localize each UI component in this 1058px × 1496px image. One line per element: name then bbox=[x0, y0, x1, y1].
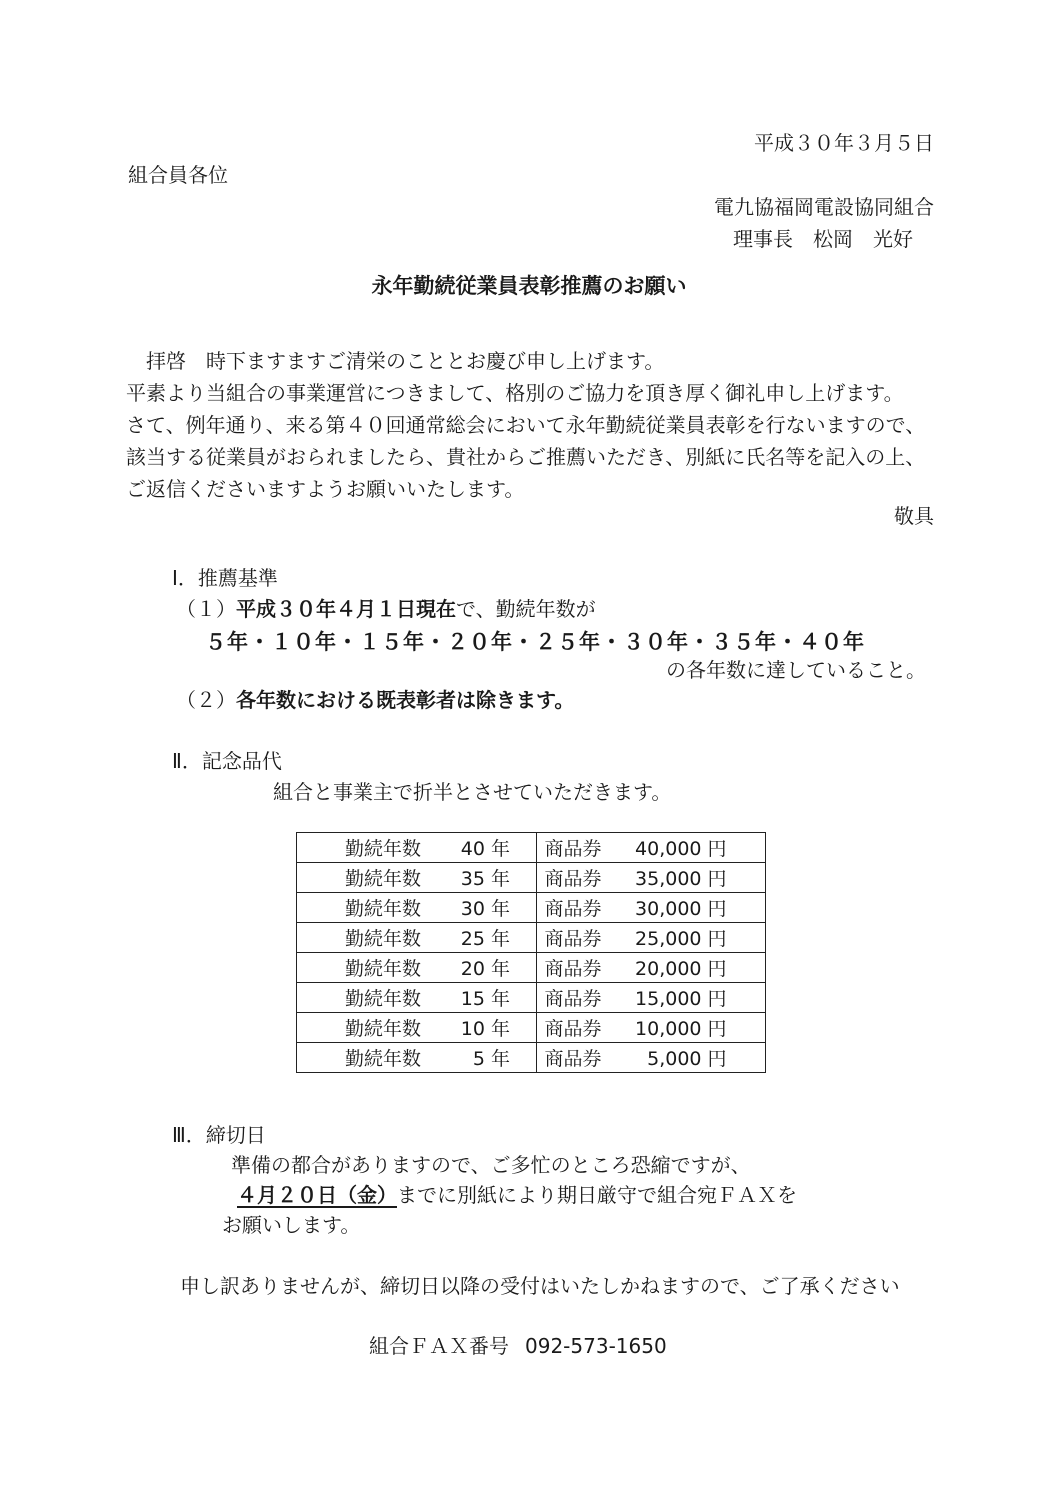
prize-table bbox=[296, 832, 766, 1073]
prize-amount: 40,000 円 bbox=[635, 838, 727, 860]
prize-cell bbox=[536, 833, 765, 863]
years-label: 勤続年数 bbox=[345, 1048, 422, 1070]
prize-label: 商品券 bbox=[544, 838, 602, 860]
prize-amount: 5,000 円 bbox=[647, 1048, 727, 1070]
eligible-years-suffix: の各年数に達していること。 bbox=[666, 658, 926, 682]
prize-cell bbox=[536, 953, 765, 983]
criterion-1-prefix: （１） bbox=[176, 597, 236, 621]
years-label: 勤続年数 bbox=[345, 988, 422, 1010]
years-value: 10 年 bbox=[460, 1018, 510, 1040]
sender-organization: 電九協福岡電設協同組合 bbox=[714, 195, 934, 219]
years-cell bbox=[297, 923, 537, 953]
deadline-line-1: 準備の都合がありますので、ご多忙のところ恐縮ですが、 bbox=[231, 1153, 751, 1177]
years-cell bbox=[297, 893, 537, 923]
body-text bbox=[126, 345, 925, 505]
prize-amount: 10,000 円 bbox=[635, 1018, 727, 1040]
document-date: 平成３０年３月５日 bbox=[754, 131, 934, 155]
prize-label: 商品券 bbox=[544, 1018, 602, 1040]
prize-cell bbox=[536, 1013, 765, 1043]
years-value: 20 年 bbox=[460, 958, 510, 980]
deadline-line-3: お願いします。 bbox=[222, 1213, 361, 1237]
years-value: 25 年 bbox=[460, 928, 510, 950]
section1-heading: Ⅰ．推薦基準 bbox=[172, 566, 278, 590]
table-row bbox=[297, 923, 766, 953]
eligible-years: ５年・１０年・１５年・２０年・２５年・３０年・３５年・４０年 bbox=[205, 630, 865, 654]
table-row bbox=[297, 953, 766, 983]
years-cell bbox=[297, 1013, 537, 1043]
criterion-1-date: 平成３０年４月１日現在 bbox=[236, 597, 456, 621]
fax-number: 092-573-1650 bbox=[525, 1334, 667, 1358]
section2-heading: Ⅱ．記念品代 bbox=[172, 749, 282, 773]
prize-label: 商品券 bbox=[544, 868, 602, 890]
fax-label: 組合ＦＡＸ番号 bbox=[369, 1334, 509, 1358]
document-title: 永年勤続従業員表彰推薦のお願い bbox=[371, 274, 687, 298]
criterion-2-text: 各年数における既表彰者は除きます。 bbox=[236, 688, 575, 712]
table-row bbox=[297, 863, 766, 893]
deadline-instruction: までに別紙により期日厳守で組合宛ＦＡＸを bbox=[397, 1183, 797, 1207]
prize-amount: 30,000 円 bbox=[635, 898, 727, 920]
prize-amount: 25,000 円 bbox=[635, 928, 727, 950]
body-line: 拝啓 時下ますますご清栄のこととお慶び申し上げます。 bbox=[126, 349, 665, 373]
criterion-2-prefix: （２） bbox=[176, 688, 236, 712]
years-cell bbox=[297, 983, 537, 1013]
years-label: 勤続年数 bbox=[345, 1018, 422, 1040]
years-cell bbox=[297, 833, 537, 863]
prize-label: 商品券 bbox=[544, 958, 602, 980]
years-cell bbox=[297, 1043, 537, 1073]
table-row bbox=[297, 1043, 766, 1073]
years-label: 勤続年数 bbox=[345, 868, 422, 890]
body-line: さて、例年通り、来る第４０回通常総会において永年勤続従業員表彰を行ないますので、 bbox=[126, 413, 926, 437]
prize-amount: 15,000 円 bbox=[635, 988, 727, 1010]
deadline-line-2 bbox=[231, 1182, 797, 1208]
table-row bbox=[297, 1013, 766, 1043]
years-label: 勤続年数 bbox=[345, 958, 422, 980]
years-label: 勤続年数 bbox=[345, 928, 422, 950]
fax-info bbox=[369, 1333, 667, 1359]
years-value: 15 年 bbox=[460, 988, 510, 1010]
late-notice: 申し訳ありませんが、締切日以降の受付はいたしかねますので、ご了承ください bbox=[180, 1274, 900, 1298]
body-line: ご返信くださいますようお願いいたします。 bbox=[126, 477, 525, 501]
closing-salutation: 敬具 bbox=[894, 504, 934, 528]
years-cell bbox=[297, 863, 537, 893]
prize-cell bbox=[536, 893, 765, 923]
criterion-1 bbox=[176, 596, 596, 622]
body-line: 平素より当組合の事業運営につきまして、格別のご協力を頂き厚く御礼申し上げます。 bbox=[126, 381, 904, 405]
deadline-date: ４月２０日（金） bbox=[237, 1183, 397, 1207]
years-value: 35 年 bbox=[460, 868, 510, 890]
recipient: 組合員各位 bbox=[128, 163, 228, 187]
prize-label: 商品券 bbox=[544, 898, 602, 920]
prize-cell bbox=[536, 1043, 765, 1073]
prize-cell bbox=[536, 863, 765, 893]
prize-cell bbox=[536, 983, 765, 1013]
table-row bbox=[297, 893, 766, 923]
criterion-1-text: で、勤続年数が bbox=[456, 597, 596, 621]
table-row bbox=[297, 983, 766, 1013]
section3-heading: Ⅲ．締切日 bbox=[172, 1123, 266, 1147]
prize-label: 商品券 bbox=[544, 1048, 602, 1070]
prize-cell bbox=[536, 923, 765, 953]
years-value: 40 年 bbox=[460, 838, 510, 860]
prize-label: 商品券 bbox=[544, 928, 602, 950]
prize-label: 商品券 bbox=[544, 988, 602, 1010]
years-cell bbox=[297, 953, 537, 983]
years-value: 5 年 bbox=[472, 1048, 510, 1070]
prize-amount: 20,000 円 bbox=[635, 958, 727, 980]
years-value: 30 年 bbox=[460, 898, 510, 920]
criterion-2 bbox=[176, 687, 574, 713]
prize-amount: 35,000 円 bbox=[635, 868, 727, 890]
years-label: 勤続年数 bbox=[345, 838, 422, 860]
years-label: 勤続年数 bbox=[345, 898, 422, 920]
table-row bbox=[297, 833, 766, 863]
section2-text: 組合と事業主で折半とさせていただきます。 bbox=[273, 780, 672, 804]
sender-president: 理事長 松岡 光好 bbox=[733, 227, 913, 251]
body-line: 該当する従業員がおられましたら、貴社からご推薦いただき、別紙に氏名等を記入の上、 bbox=[126, 445, 926, 469]
